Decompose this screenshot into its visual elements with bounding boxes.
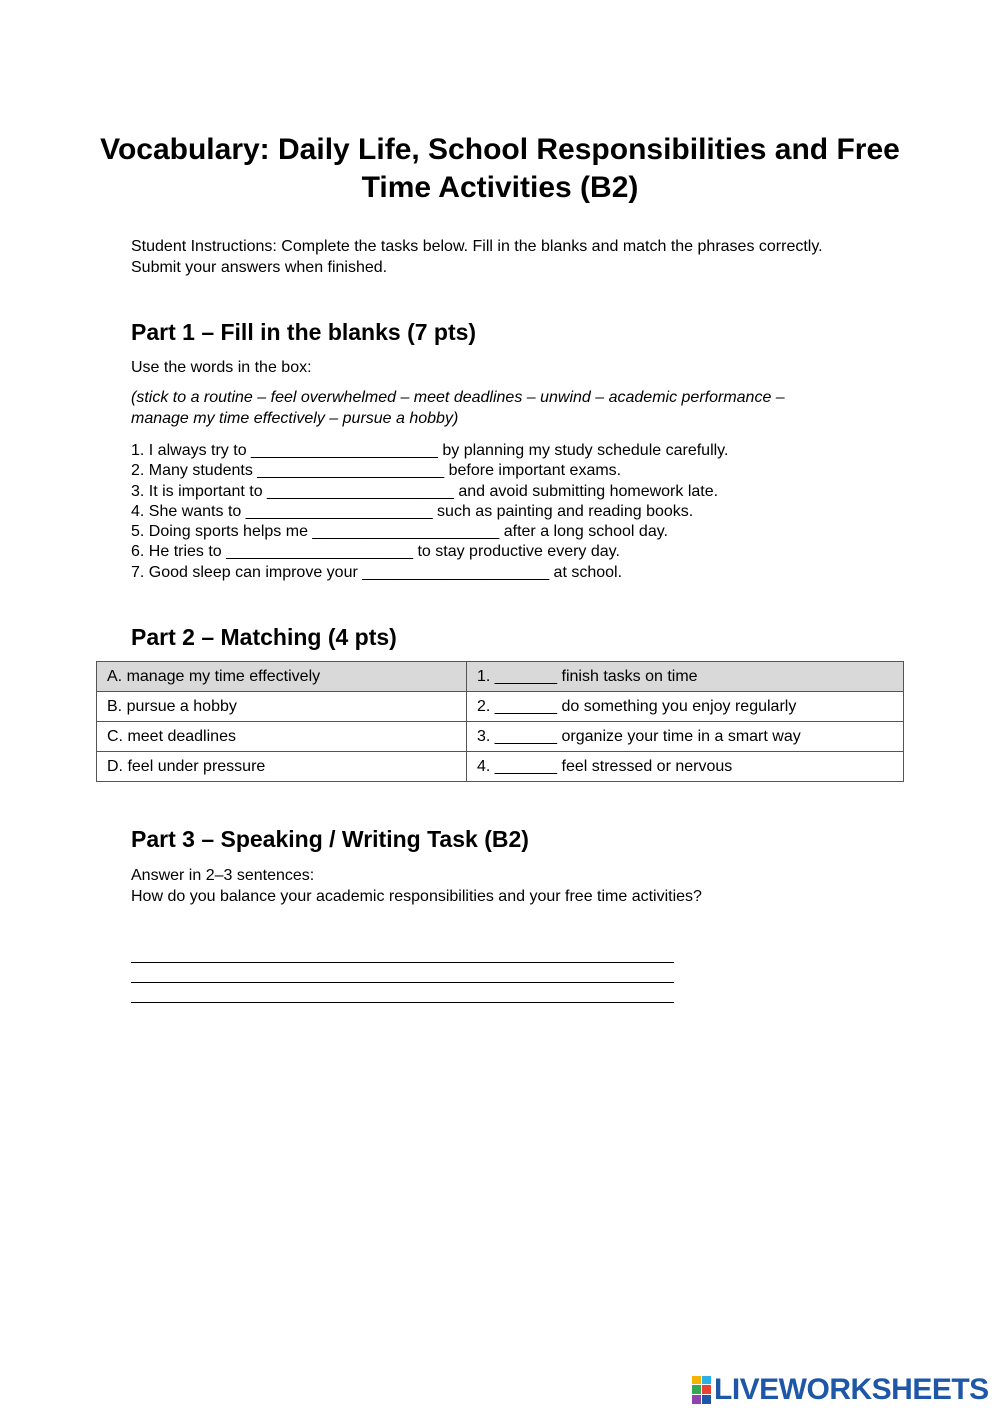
word-box-intro: Use the words in the box:	[131, 359, 312, 376]
word-box	[131, 387, 851, 429]
student-instructions	[131, 236, 891, 278]
answer-line[interactable]	[131, 946, 674, 963]
fill-in-sentence[interactable]: 6. He tries to _____________________ to stay productive every day.	[131, 543, 620, 561]
logo-text: LIVEWORKSHEETS	[714, 1373, 989, 1406]
part3-prompt	[131, 865, 702, 907]
matching-definition[interactable]: 2. _______ do something you enjoy regularly	[467, 692, 904, 722]
instructions-line-1: Student Instructions: Complete the tasks below. Fill in the blanks and match the phrases correctly.	[131, 238, 823, 255]
word-box-line-2: manage my time effectively – pursue a hobby)	[131, 410, 459, 427]
matching-definition[interactable]: 4. _______ feel stressed or nervous	[467, 752, 904, 782]
matching-definition[interactable]: 1. _______ finish tasks on time	[467, 662, 904, 692]
answer-line[interactable]	[131, 983, 674, 1003]
word-box-line-1: (stick to a routine – feel overwhelmed – meet deadlines – unwind – academic performance –	[131, 389, 785, 406]
part3-question: How do you balance your academic responsibilities and your free time activities?	[131, 888, 702, 905]
part1-heading: Part 1 – Fill in the blanks (7 pts)	[131, 319, 477, 345]
fill-in-sentence[interactable]: 1. I always try to _____________________ by planning my study schedule carefully.	[131, 442, 729, 459]
answer-line[interactable]	[131, 963, 674, 983]
fill-in-sentence[interactable]: 3. It is important to _____________________ and avoid submitting homework late.	[131, 482, 719, 500]
matching-table	[96, 661, 904, 782]
matching-phrase: C. meet deadlines	[97, 722, 467, 752]
matching-phrase: D. feel under pressure	[97, 752, 467, 782]
page-title: Vocabulary: Daily Life, School Responsibilities and Free Time Activities (B2)	[100, 133, 900, 204]
matching-definition[interactable]: 3. _______ organize your time in a smart way	[467, 722, 904, 752]
matching-row	[97, 722, 904, 752]
fill-in-sentence[interactable]: 2. Many students _____________________ before important exams.	[131, 462, 622, 480]
part3-heading: Part 3 – Speaking / Writing Task (B2)	[131, 826, 529, 852]
liveworksheets-logo-icon	[692, 1376, 712, 1404]
fill-in-sentence[interactable]: 5. Doing sports helps me _____________________ after a long school day.	[131, 523, 668, 541]
fill-in-sentence[interactable]: 4. She wants to _____________________ such as painting and reading books.	[131, 502, 694, 520]
part2-heading: Part 2 – Matching (4 pts)	[131, 624, 397, 650]
answer-lines	[131, 946, 674, 1003]
instructions-line-2: Submit your answers when finished.	[131, 259, 388, 276]
matching-row	[97, 692, 904, 722]
part3-instruction: Answer in 2–3 sentences:	[131, 867, 315, 884]
fill-in-sentence[interactable]: 7. Good sleep can improve your _____________________ at school.	[131, 563, 623, 581]
matching-phrase: A. manage my time effectively	[97, 662, 467, 692]
matching-phrase: B. pursue a hobby	[97, 692, 467, 722]
fill-in-sentences-list	[131, 441, 728, 583]
liveworksheets-logo	[692, 1373, 989, 1407]
matching-row	[97, 662, 904, 692]
matching-row	[97, 752, 904, 782]
